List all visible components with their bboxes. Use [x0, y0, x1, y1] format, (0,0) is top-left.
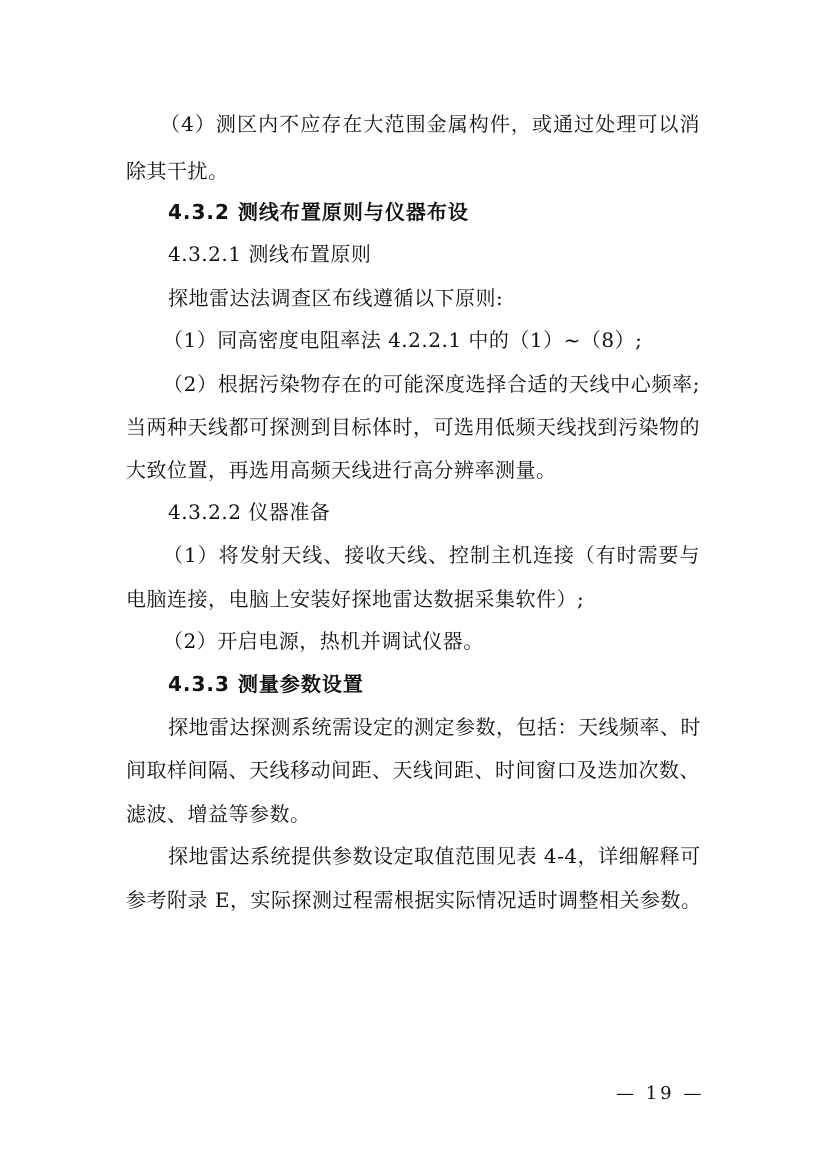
page-number: — 19 — — [616, 1083, 705, 1104]
paragraph-line: 大致位置，再选用高频天线进行高分辨率测量。 — [126, 458, 557, 482]
list-item: （1）同高密度电阻率法 4.2.2.1 中的（1）~（8）; — [163, 328, 643, 352]
paragraph-line: 探地雷达探测系统需设定的测定参数，包括：天线频率、时 — [168, 715, 701, 739]
paragraph-line: 间取样间隔、天线移动间距、天线间距、时间窗口及迭加次数、 — [126, 758, 700, 782]
paragraph-line: 参考附录 E，实际探测过程需根据实际情况适时调整相关参数。 — [126, 888, 702, 912]
paragraph-line: 电脑连接，电脑上安装好探地雷达数据采集软件）; — [126, 587, 585, 611]
paragraph-line: 除其干扰。 — [126, 159, 229, 183]
list-item: （2）根据污染物存在的可能深度选择合适的天线中心频率; — [163, 372, 700, 396]
paragraph-line: 探地雷达系统提供参数设定取值范围见表 4-4，详细解释可 — [168, 844, 701, 868]
paragraph-line: 滤波、增益等参数。 — [126, 802, 311, 826]
section-heading: 4.3.2 测线布置原则与仪器布设 — [168, 200, 469, 224]
subsection-heading: 4.3.2.1 测线布置原则 — [168, 242, 372, 266]
list-item: （1）将发射天线、接收天线、控制主机连接（有时需要与 — [163, 543, 700, 567]
paragraph-line: （4）测区内不应存在大范围金属构件，或通过处理可以消 — [160, 112, 700, 136]
list-item: （2）开启电源，热机并调试仪器。 — [163, 629, 484, 653]
section-heading: 4.3.3 测量参数设置 — [168, 672, 364, 696]
subsection-heading: 4.3.2.2 仪器准备 — [168, 500, 331, 524]
paragraph-line: 当两种天线都可探测到目标体时，可选用低频天线找到污染物的 — [126, 415, 700, 439]
paragraph-line: 探地雷达法调查区布线遵循以下原则: — [168, 286, 504, 310]
